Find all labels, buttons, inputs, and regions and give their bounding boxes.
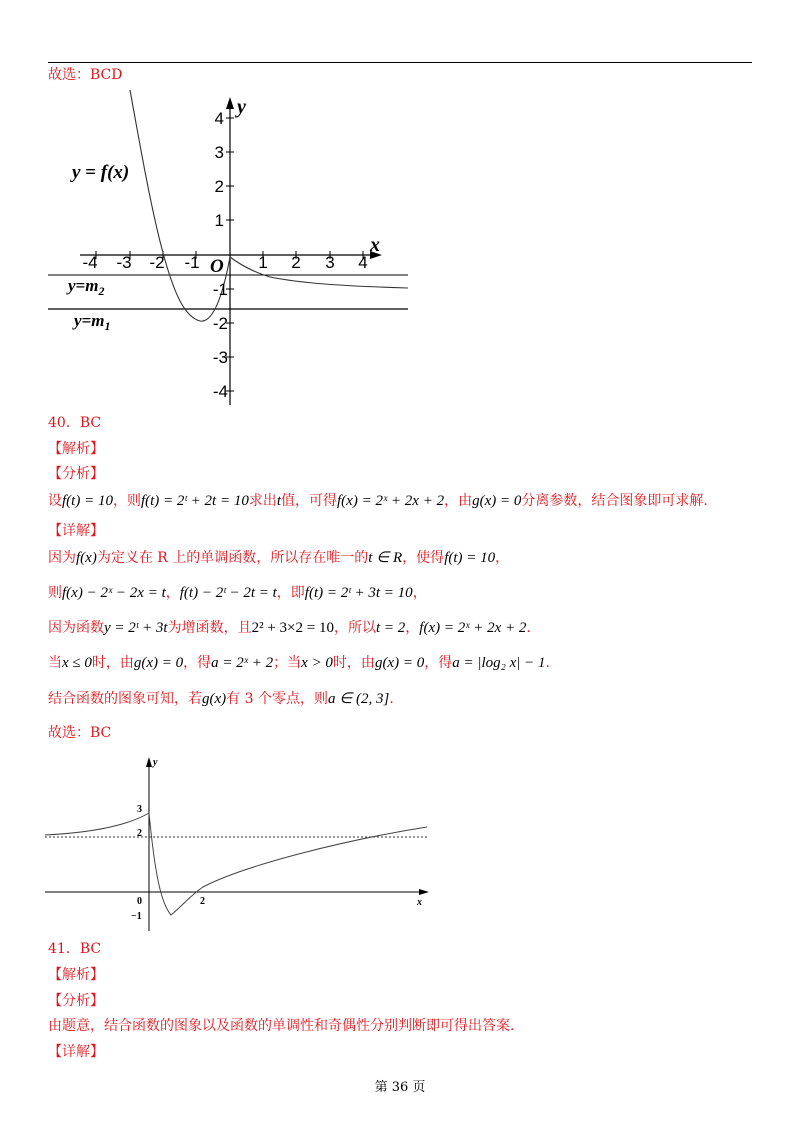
fig1-xtick: -4 — [82, 253, 98, 272]
fig1-ytick: 2 — [214, 177, 224, 196]
q41-jiexi: 【解析】 — [48, 967, 104, 983]
fig2-y-arrow — [146, 757, 152, 767]
fig2-x-label: x — [417, 897, 422, 908]
header-rule — [48, 62, 752, 63]
fig1-ytick: -1 — [212, 280, 228, 299]
fig1-xtick: -3 — [116, 253, 132, 272]
q40-answer: 故选：BC — [48, 725, 112, 741]
q40-number: 40．BC — [48, 415, 102, 431]
q40-line2: 因为f(x)为定义在 R 上的单调函数，所以存在唯一的t ∈ R，使得f(t) = 10， — [48, 550, 510, 566]
fig1-origin: O — [210, 256, 224, 277]
fig1-xtick: -2 — [149, 253, 165, 272]
q41-number: 41．BC — [48, 941, 102, 957]
q41-fenxi: 【分析】 — [48, 993, 104, 1009]
fig1-ytick: 3 — [214, 143, 224, 162]
q40-line5: 当x ≤ 0时，由g(x) = 0，得a = 2ˣ + 2；当x > 0时，由g(x) = 0，得a = |log₂ x| − 1. — [48, 655, 550, 671]
q40-xiangjie: 【详解】 — [48, 523, 104, 539]
q41-xiangjie: 【详解】 — [48, 1044, 104, 1060]
fig1-y-label: y — [237, 96, 246, 118]
q40-fenxi: 【分析】 — [48, 466, 104, 482]
fig1-xtick: 1 — [258, 253, 268, 272]
fig1-ytick: -4 — [212, 382, 228, 401]
fig2-left-curve — [45, 813, 149, 835]
q40-jiexi: 【解析】 — [48, 441, 104, 457]
fig1-m2-label: $y=m_2$ — [68, 276, 105, 298]
fig2-x-arrow — [419, 889, 429, 895]
q40-line1: 设f(t) = 10，则f(t) = 2ᵗ + 2t = 10求出t值，可得f(x) = 2ˣ + 2x + 2，由g(x) = 0分离参数，结合图象即可求解. — [48, 493, 708, 509]
figure-1 — [40, 85, 420, 410]
q40-line3: 则f(x) − 2ˣ − 2x = t，f(t) − 2ᵗ − 2t = t，即f(t) = 2ᵗ + 3t = 10， — [48, 585, 427, 601]
fig2-tick-3: 3 — [137, 804, 142, 815]
fig1-y-arrow — [226, 97, 234, 109]
q40-line6: 结合函数的图象可知，若g(x)有 3 个零点，则a ∈ (2, 3]. — [48, 691, 394, 707]
fig2-tick-0: 0 — [137, 896, 142, 907]
fig1-ytick: 1 — [214, 211, 224, 230]
fig2-right-curve — [149, 813, 427, 915]
fig1-m1-label: $y=m_1$ — [74, 311, 111, 333]
q41-text: 由题意，结合函数的图象以及函数的单调性和奇偶性分别判断即可得出答案. — [48, 1018, 515, 1034]
page-footer: 第 36 页 — [374, 1080, 426, 1095]
q40-line4: 因为函数y = 2ᵗ + 3t为增函数，且2² + 3×2 = 10，所以t = 2，f(x) = 2ˣ + 2x + 2. — [48, 620, 531, 636]
fig1-xtick: 2 — [291, 253, 301, 272]
fig1-ytick: -2 — [212, 314, 228, 333]
fig1-curve — [130, 90, 408, 321]
fig2-tick-m1: −1 — [131, 911, 142, 922]
fig1-ytick: -3 — [212, 348, 228, 367]
fig1-xtick: 4 — [358, 253, 368, 272]
fig2-tick-x2: 2 — [200, 896, 205, 907]
fig2-y-label: y — [153, 757, 158, 768]
fig1-curve-label: y = f(x) — [72, 162, 130, 183]
fig1-x-label: x — [370, 234, 380, 256]
fig1-xtick: -1 — [184, 253, 200, 272]
fig1-xtick: 3 — [325, 253, 335, 272]
figure-2 — [45, 755, 435, 935]
fig2-tick-2: 2 — [137, 828, 142, 839]
answer-39: 故选：BCD — [48, 67, 123, 83]
fig1-ytick: 4 — [214, 109, 224, 128]
